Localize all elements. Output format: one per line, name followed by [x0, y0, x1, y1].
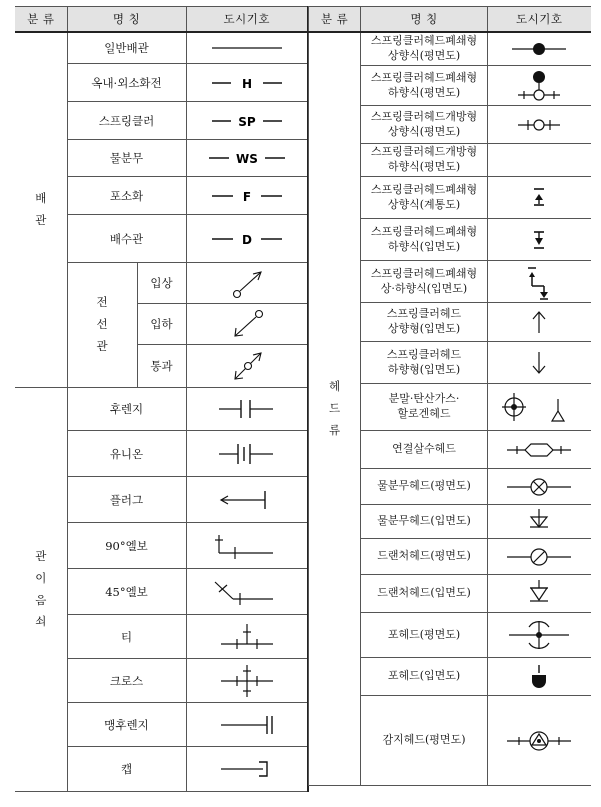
- hydrant-pipe-symbol: [186, 64, 308, 102]
- row-connected-sprinkler: 연결살수헤드: [361, 431, 488, 469]
- general-pipe-symbol: [186, 32, 308, 64]
- row-elbow90: 90°엘보: [67, 523, 186, 569]
- powder-gas-symbol: [488, 384, 591, 431]
- row-foam-plan: 포헤드(평면도): [361, 613, 488, 658]
- header-symbol: 도시기호: [186, 7, 308, 32]
- row-cross: 크로스: [67, 659, 186, 703]
- row-plug: 플러그: [67, 477, 186, 523]
- header-category-right: 분 류: [309, 7, 361, 32]
- mist-pipe-symbol: [186, 140, 308, 177]
- cross-symbol: [186, 659, 308, 703]
- row-drencher-plan: 드랜처헤드(평면도): [361, 539, 488, 575]
- closed-down-plan-symbol: [488, 66, 591, 106]
- closed-updown-elev-symbol: [488, 261, 591, 303]
- svg-text:WS: WS: [235, 152, 258, 166]
- row-closed-up-system: 스프링클러헤드폐쇄형 상향식(계통도): [361, 177, 488, 219]
- open-up-plan-symbol: [488, 106, 591, 144]
- row-union: 유니온: [67, 431, 186, 477]
- row-closed-up-plan: 스프링클러헤드폐쇄형 상향식(평면도): [361, 32, 488, 66]
- row-drain-pipe: 배수관: [67, 215, 186, 263]
- row-riser-down: 입하: [137, 304, 186, 345]
- row-open-up-plan: 스프링클러헤드개방형 상향식(평면도): [361, 106, 488, 144]
- row-mist-pipe: 물분무: [67, 140, 186, 177]
- down-elev-symbol: [488, 342, 591, 384]
- tee-symbol: [186, 615, 308, 659]
- sprinkler-pipe-symbol: [186, 102, 308, 140]
- row-elbow45: 45°엘보: [67, 569, 186, 615]
- svg-text:D: D: [241, 232, 252, 247]
- row-down-elev: 스프링클러헤드 하향형(입면도): [361, 342, 488, 384]
- mist-elev-symbol: [488, 505, 591, 539]
- row-riser-up: 입상: [137, 263, 186, 304]
- category-riser: 전 선 관: [67, 263, 137, 388]
- category-head: 헤 드 류: [309, 32, 361, 786]
- row-closed-down-elev: 스프링클러헤드폐쇄형 하향식(입면도): [361, 219, 488, 261]
- row-up-elev: 스프링클러헤드 상향형(입면도): [361, 303, 488, 342]
- svg-text:F: F: [242, 189, 251, 204]
- svg-text:H: H: [241, 76, 252, 91]
- row-mist-plan: 물분무헤드(평면도): [361, 469, 488, 505]
- up-elev-symbol: [488, 303, 591, 342]
- row-flange: 후렌지: [67, 388, 186, 431]
- row-powder-gas: 분말·탄산가스· 할로겐헤드: [361, 384, 488, 431]
- header-category: 분 류: [15, 7, 67, 32]
- row-riser-through: 통과: [137, 345, 186, 388]
- blind-flange-symbol: [186, 703, 308, 747]
- elbow90-symbol: [186, 523, 308, 569]
- header-name-right: 명 칭: [361, 7, 488, 32]
- row-closed-updown-elev: 스프링클러헤드폐쇄형 상·하향식(입면도): [361, 261, 488, 303]
- plug-symbol: [186, 477, 308, 523]
- drain-pipe-symbol: [186, 215, 308, 263]
- header-name: 명 칭: [67, 7, 186, 32]
- detector-plan-symbol: [488, 696, 591, 786]
- row-hydrant-pipe: 옥내·외소화전: [67, 64, 186, 102]
- closed-up-system-symbol: [488, 177, 591, 219]
- category-fitting: 관 이 음 쇠: [15, 388, 67, 792]
- union-symbol: [186, 431, 308, 477]
- drencher-plan-symbol: [488, 539, 591, 575]
- connected-sprinkler-symbol: [488, 431, 591, 469]
- svg-text:SP: SP: [238, 114, 256, 129]
- cap-symbol: [186, 747, 308, 792]
- closed-down-elev-symbol: [488, 219, 591, 261]
- riser-down-symbol: [186, 304, 308, 345]
- category-piping: 배 관: [15, 32, 67, 388]
- elbow45-symbol: [186, 569, 308, 615]
- row-foam-pipe: 포소화: [67, 177, 186, 215]
- row-sprinkler-pipe: 스프링클러: [67, 102, 186, 140]
- closed-up-plan-symbol: [488, 32, 591, 66]
- mist-plan-symbol: [488, 469, 591, 505]
- drencher-elev-symbol: [488, 575, 591, 613]
- row-detector-plan: 감지헤드(평면도): [361, 696, 488, 786]
- flange-symbol: [186, 388, 308, 431]
- foam-pipe-symbol: [186, 177, 308, 215]
- symbol-table-left: [15, 6, 309, 792]
- riser-through-symbol: [186, 345, 308, 388]
- riser-up-symbol: [186, 263, 308, 304]
- foam-elev-symbol: [488, 658, 591, 696]
- row-mist-elev: 물분무헤드(입면도): [361, 505, 488, 539]
- row-blind-flange: 맹후렌지: [67, 703, 186, 747]
- row-cap: 캡: [67, 747, 186, 792]
- row-open-down-plan: 스프링클러헤드개방형 하향식(평면도): [361, 144, 488, 177]
- foam-plan-symbol: [488, 613, 591, 658]
- row-general-pipe: 일반배관: [67, 32, 186, 64]
- symbol-table-right: [308, 6, 591, 786]
- open-down-plan-symbol: [488, 144, 591, 177]
- row-foam-elev: 포헤드(입면도): [361, 658, 488, 696]
- header-symbol-right: 도시기호: [488, 7, 591, 32]
- row-drencher-elev: 드랜처헤드(입면도): [361, 575, 488, 613]
- row-closed-down-plan: 스프링클러헤드폐쇄형 하향식(평면도): [361, 66, 488, 106]
- row-tee: 티: [67, 615, 186, 659]
